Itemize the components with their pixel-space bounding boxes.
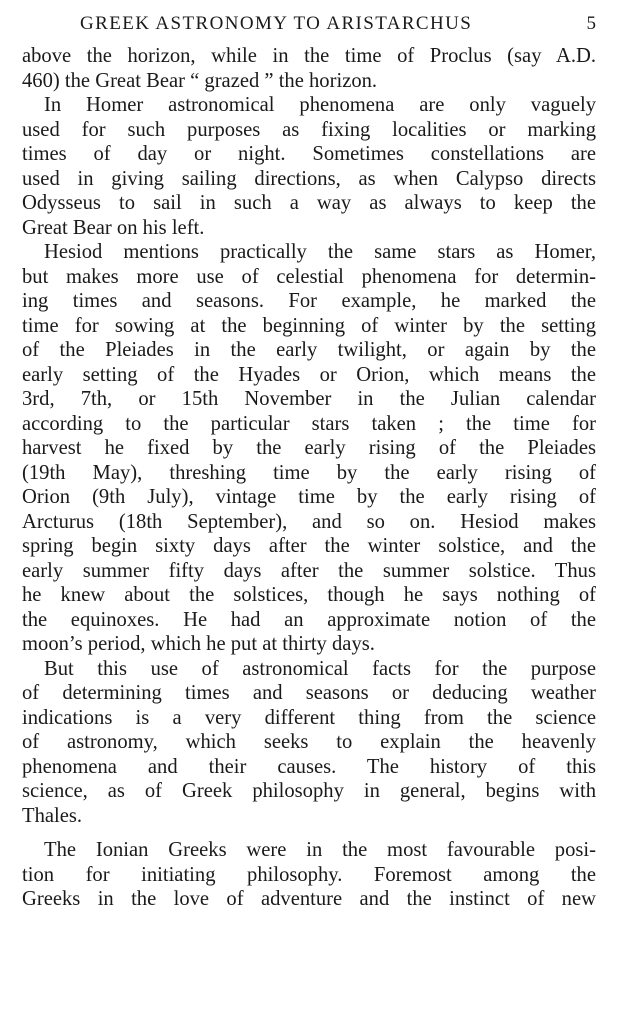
text-line: indications is a very different thing from the science bbox=[22, 706, 596, 729]
text-line: moon’s period, which he put at thirty days. bbox=[22, 633, 375, 655]
paragraph-continuation bbox=[22, 44, 596, 93]
text-line: The Ionian Greeks were in the most favourable posi- bbox=[44, 839, 596, 861]
text-line: used in giving sailing directions, as when Calypso directs bbox=[22, 167, 596, 190]
text-line: But this use of astronomical facts for the purpose bbox=[44, 657, 596, 680]
text-line: times of day or night. Sometimes constellations are bbox=[22, 143, 596, 165]
text-line: of determining times and seasons or deducing weather bbox=[22, 682, 596, 704]
text-line: Arcturus (18th September), and so on. Hesiod makes bbox=[22, 510, 596, 533]
text-line: Greeks in the love of adventure and the instinct of new bbox=[22, 888, 596, 910]
text-line: used for such purposes as fixing localities or marking bbox=[22, 118, 596, 141]
paragraph-gap bbox=[22, 828, 596, 838]
text-line: Odysseus to sail in such a way as always to keep the bbox=[22, 192, 596, 214]
text-line: (19th May), threshing time by the early rising of bbox=[22, 461, 596, 484]
text-line: Orion (9th July), vintage time by the early rising of bbox=[22, 486, 596, 508]
text-line: spring begin sixty days after the winter solstice, and the bbox=[22, 535, 596, 557]
paragraph-astronomy-science bbox=[22, 657, 596, 829]
text-line: harvest he fixed by the early rising of the Pleiades bbox=[22, 437, 596, 459]
book-page bbox=[22, 10, 596, 912]
text-line: early setting of the Hyades or Orion, which means the bbox=[22, 363, 596, 386]
text-line: of astronomy, which seeks to explain the heavenly bbox=[22, 731, 596, 753]
page-header bbox=[22, 10, 596, 44]
paragraph-homer bbox=[22, 93, 596, 240]
text-line: the equinoxes. He had an approximate notion of the bbox=[22, 608, 596, 631]
text-line: science, as of Greek philosophy in general, begins with bbox=[22, 780, 596, 802]
page-number: 5 bbox=[586, 13, 596, 34]
text-line: Great Bear on his left. bbox=[22, 216, 205, 239]
text-line: Thales. bbox=[22, 804, 83, 827]
text-line: according to the particular stars taken ; the time for bbox=[22, 412, 596, 435]
text-line: phenomena and their causes. The history of this bbox=[22, 755, 596, 778]
text-line: he knew about the solstices, though he says nothing of bbox=[22, 584, 596, 606]
text-line: tion for initiating philosophy. Foremost among the bbox=[22, 863, 596, 886]
text-line: 3rd, 7th, or 15th November in the Julian calendar bbox=[22, 388, 596, 410]
running-head: GREEK ASTRONOMY TO ARISTARCHUS bbox=[80, 13, 473, 34]
text-line: 460) the Great Bear “ grazed ” the horizon. bbox=[22, 69, 378, 92]
body-text bbox=[22, 44, 596, 912]
text-line: ing times and seasons. For example, he marked the bbox=[22, 290, 596, 312]
text-line: In Homer astronomical phenomena are only vaguely bbox=[44, 94, 596, 116]
paragraph-hesiod bbox=[22, 240, 596, 657]
text-line: time for sowing at the beginning of winter by the setting bbox=[22, 314, 596, 337]
paragraph-ionian-greeks bbox=[22, 838, 596, 912]
text-line: above the horizon, while in the time of Proclus (say A.D. bbox=[22, 45, 596, 67]
text-line: but makes more use of celestial phenomena for determin- bbox=[22, 265, 596, 288]
text-line: early summer fifty days after the summer solstice. Thus bbox=[22, 559, 596, 582]
text-line: Hesiod mentions practically the same stars as Homer, bbox=[44, 241, 596, 263]
text-line: of the Pleiades in the early twilight, or again by the bbox=[22, 339, 596, 361]
